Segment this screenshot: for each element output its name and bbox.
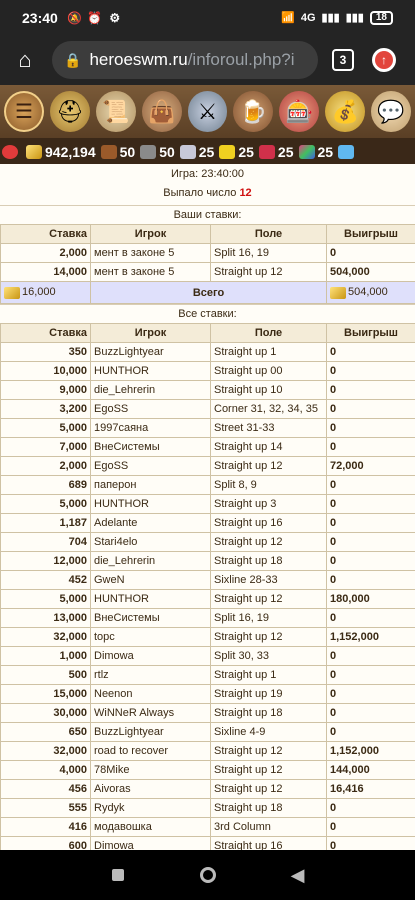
win-cell: 0 [327,343,415,362]
win-cell: 0 [327,818,415,837]
table-row [1,476,415,495]
health-resource [2,145,21,159]
stake-cell: 452 [1,571,91,590]
player-link[interactable]: WiNNeR Always [91,704,211,723]
stake-cell: 555 [1,799,91,818]
win-cell: 16,416 [327,780,415,799]
table-row [1,761,415,780]
win-cell: 0 [327,609,415,628]
table-row [1,837,415,851]
col-win: Выигрыш [327,324,415,343]
field-cell: Straight up 18 [211,799,327,818]
table-row [1,685,415,704]
player-link[interactable]: модавошка [91,818,211,837]
win-cell: 180,000 [327,590,415,609]
field-cell: Split 30, 33 [211,647,327,666]
win-cell: 0 [327,244,415,263]
player-link[interactable]: HUNTHOR [91,362,211,381]
player-link[interactable]: Adelante [91,514,211,533]
field-cell: Straight up 16 [211,837,327,851]
table-row [1,780,415,799]
stake-cell: 10,000 [1,362,91,381]
field-cell: Straight up 1 [211,666,327,685]
player-link[interactable]: BuzzLightyear [91,343,211,362]
browser-toolbar [0,35,415,85]
win-cell: 144,000 [327,761,415,780]
all-bets-table [0,323,415,850]
table-row [1,263,415,282]
player-link[interactable]: Aivoras [91,780,211,799]
resources-bar [0,140,415,164]
update-button[interactable] [372,48,396,72]
stake-cell: 7,000 [1,438,91,457]
win-cell: 0 [327,571,415,590]
sulfur-icon [219,145,235,159]
circle-icon [200,867,216,883]
status-bar [0,0,415,35]
col-win: Выигрыш [327,225,415,244]
clock: 23:40 [22,9,58,26]
stake-cell: 416 [1,818,91,837]
player-link[interactable]: Dimowa [91,647,211,666]
stake-cell: 32,000 [1,628,91,647]
col-stake: Ставка [1,225,91,244]
table-row [1,457,415,476]
field-cell: Sixline 28-33 [211,571,327,590]
field-cell: Straight up 12 [211,533,327,552]
table-row [1,438,415,457]
tavern-mug-icon[interactable]: 🍺 [233,91,273,132]
table-row [1,244,415,263]
win-cell: 72,000 [327,457,415,476]
network-type: 4G [300,11,316,24]
player-link[interactable]: ВнеСистемы [91,609,211,628]
roulette-info [0,164,415,850]
stake-cell: 456 [1,780,91,799]
field-cell: Straight up 12 [211,628,327,647]
back-button[interactable] [288,865,308,885]
field-cell: Corner 31, 32, 34, 35 [211,400,327,419]
your-bets-title: Ваши ставки: [0,205,415,224]
stake-cell: 689 [1,476,91,495]
ore-icon [140,145,156,159]
field-cell: Straight up 12 [211,590,327,609]
total-row [1,282,415,304]
win-cell: 0 [327,837,415,851]
field-cell: Straight up 12 [211,742,327,761]
table-row [1,571,415,590]
gold-icon [4,287,20,299]
table-row [1,552,415,571]
stake-cell: 5,000 [1,495,91,514]
stake-cell: 4,000 [1,761,91,780]
stake-cell: 2,000 [1,244,91,263]
table-row [1,590,415,609]
player-link[interactable]: мент в законе 5 [91,244,211,263]
stake-cell: 600 [1,837,91,851]
field-cell: Straight up 12 [211,457,327,476]
field-cell: Straight up 12 [211,761,327,780]
square-icon [112,869,124,881]
win-cell: 504,000 [327,263,415,282]
win-cell: 1,152,000 [327,742,415,761]
wood-resource: 50 [101,144,136,160]
diamond-icon [338,145,354,159]
stake-cell: 704 [1,533,91,552]
stake-cell: 1,187 [1,514,91,533]
gold-icon [330,287,346,299]
win-cell: 0 [327,381,415,400]
field-cell: 3rd Column [211,818,327,837]
table-row [1,419,415,438]
field-cell: Straight up 19 [211,685,327,704]
field-cell: Split 8, 9 [211,476,327,495]
drawn-label: Выпало число [163,187,237,199]
stake-cell: 32,000 [1,742,91,761]
stake-cell: 5,000 [1,419,91,438]
url-path: /inforoul.php?i [187,50,295,69]
diamond-resource [338,145,357,159]
table-row [1,799,415,818]
mercury-icon [180,145,196,159]
mute-icon: 🔕 [67,10,83,25]
sulfur-resource: 25 [219,144,254,160]
stake-cell: 3,200 [1,400,91,419]
stake-cell: 1,000 [1,647,91,666]
stake-cell: 14,000 [1,263,91,282]
map-scroll-icon[interactable]: 📜 [96,91,136,132]
win-cell: 0 [327,552,415,571]
player-link[interactable]: BuzzLightyear [91,723,211,742]
home-icon[interactable]: ⌂ [18,47,32,72]
win-cell: 1,152,000 [327,628,415,647]
recents-button[interactable] [108,865,128,885]
chat-icon[interactable]: 💬 [371,91,411,132]
address-bar[interactable] [52,41,318,79]
gold-icon [26,145,42,159]
field-cell: Straight up 00 [211,362,327,381]
col-player: Игрок [91,324,211,343]
win-cell: 0 [327,723,415,742]
menu-icon[interactable]: ☰ [4,91,44,132]
heart-icon [2,145,18,159]
table-row [1,495,415,514]
table-row [1,742,415,761]
field-cell: Straight up 10 [211,381,327,400]
player-link[interactable]: EgoSS [91,457,211,476]
field-cell: Split 16, 19 [211,244,327,263]
player-link[interactable]: ВнеСистемы [91,438,211,457]
player-link[interactable]: HUNTHOR [91,495,211,514]
field-cell: Straight up 18 [211,704,327,723]
total-stake: 16,000 [1,282,91,304]
stake-cell: 9,000 [1,381,91,400]
all-bets-title: Все ставки: [0,304,415,323]
stake-cell: 15,000 [1,685,91,704]
home-button[interactable] [198,865,218,885]
player-link[interactable]: Neenon [91,685,211,704]
field-cell: Straight up 14 [211,438,327,457]
win-cell: 0 [327,647,415,666]
crossed-swords-icon[interactable]: ⚔ [188,91,228,132]
wifi-icon: 📶 [281,12,295,24]
stake-cell: 500 [1,666,91,685]
win-cell: 0 [327,495,415,514]
player-link[interactable]: HUNTHOR [91,590,211,609]
win-cell: 0 [327,438,415,457]
stake-cell: 2,000 [1,457,91,476]
stake-cell: 650 [1,723,91,742]
gems-resource: 25 [299,144,334,160]
table-row [1,400,415,419]
table-row [1,362,415,381]
win-cell: 0 [327,799,415,818]
drawn-number-line [0,184,415,205]
table-row [1,514,415,533]
signal-icon: ▮▮▮ [321,12,340,24]
gold-pile-icon[interactable]: 💰 [325,91,365,132]
win-cell: 0 [327,419,415,438]
table-row [1,533,415,552]
crystal-icon [259,145,275,159]
stake-cell: 350 [1,343,91,362]
total-label: Всего [91,282,327,304]
game-nav [0,85,415,140]
gold-resource: 942,194 [26,144,96,160]
field-cell: Straight up 16 [211,514,327,533]
table-row [1,666,415,685]
lock-icon: 🔒 [64,51,82,68]
player-link[interactable]: Rydyk [91,799,211,818]
signal-icon-2: ▮▮▮ [345,12,364,24]
player-link[interactable]: rtlz [91,666,211,685]
field-cell: Straight up 12 [211,780,327,799]
win-cell: 0 [327,704,415,723]
col-player: Игрок [91,225,211,244]
win-cell: 0 [327,362,415,381]
ore-resource: 50 [140,144,175,160]
field-cell: Sixline 4-9 [211,723,327,742]
game-time: Игра: 23:40:00 [170,168,245,180]
col-stake: Ставка [1,324,91,343]
tab-switcher-button[interactable]: 3 [332,49,354,71]
stake-cell: 5,000 [1,590,91,609]
player-link[interactable]: паперон [91,476,211,495]
field-cell: Straight up 3 [211,495,327,514]
wood-icon [101,145,117,159]
player-link[interactable]: road to recover [91,742,211,761]
player-link[interactable]: 1997саяна [91,419,211,438]
col-field: Поле [211,324,327,343]
gems-icon [299,145,315,159]
table-row [1,628,415,647]
table-row [1,723,415,742]
player-link[interactable]: die_Lehrerin [91,381,211,400]
player-link[interactable]: Dimowa [91,837,211,851]
alarm-icon: ⏰ [87,10,103,25]
field-cell: Straight up 1 [211,343,327,362]
stake-cell: 12,000 [1,552,91,571]
your-bets-table [0,224,415,304]
total-win: 504,000 [327,282,415,304]
stake-cell: 13,000 [1,609,91,628]
table-row [1,704,415,723]
stake-cell: 30,000 [1,704,91,723]
field-cell: Street 31-33 [211,419,327,438]
roulette-icon[interactable]: 🎰 [279,91,319,132]
player-link[interactable]: die_Lehrerin [91,552,211,571]
win-cell: 0 [327,400,415,419]
bag-icon[interactable]: 👜 [142,91,182,132]
table-row [1,609,415,628]
table-row [1,647,415,666]
mercury-resource: 25 [180,144,215,160]
crystal-resource: 25 [259,144,294,160]
drawn-number: 12 [239,187,252,199]
player-link[interactable]: 78Mike [91,761,211,780]
player-link[interactable]: Stari4elo [91,533,211,552]
win-cell: 0 [327,476,415,495]
col-field: Поле [211,225,327,244]
player-link[interactable]: мент в законе 5 [91,263,211,282]
url-host: heroeswm.ru [89,50,188,69]
table-row [1,381,415,400]
player-link[interactable]: EgoSS [91,400,211,419]
field-cell: Straight up 18 [211,552,327,571]
table-row [1,343,415,362]
back-triangle-icon: ◀ [290,864,305,885]
knight-helmet-icon[interactable]: ⛑ [50,91,90,132]
settings-icon: ⚙ [109,10,121,25]
win-cell: 0 [327,666,415,685]
table-row [1,818,415,837]
player-link[interactable]: topc [91,628,211,647]
field-cell: Straight up 12 [211,263,327,282]
win-cell: 0 [327,533,415,552]
win-cell: 0 [327,685,415,704]
win-cell: 0 [327,514,415,533]
field-cell: Split 16, 19 [211,609,327,628]
arrow-up-icon: ↑ [375,51,393,69]
system-nav-bar [0,850,415,900]
player-link[interactable]: GweN [91,571,211,590]
battery-icon: 18 [370,11,393,25]
